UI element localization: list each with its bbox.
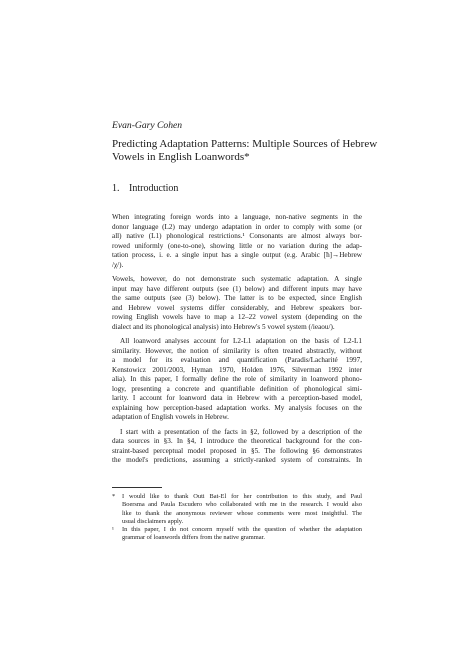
section-number: 1. xyxy=(112,183,120,194)
title-line: Vowels in English Loanwords* xyxy=(112,151,250,164)
text-line: rowing English vowels have to map a 12–22 vowel system (depending on the xyxy=(112,313,362,321)
footnote-line: Boersma and Paula Escudero who collaborated with me in the research. I would also xyxy=(122,501,362,509)
text-line: input may have different outputs (see (1) below) and different inputs may have xyxy=(112,284,362,293)
footnote-mark: * xyxy=(112,493,116,500)
text-line: alia). In this paper, I formally define the role of similarity in loanword phono- xyxy=(112,375,362,383)
footnote-line: like to thank the anonymous reviewer whose comments were most insightful. The xyxy=(122,509,362,517)
text-line: larity. I account for loanword data in Hebrew with a perception-based model, xyxy=(112,394,362,402)
text-line: the same outputs (see (3) below). The latter is to be expected, since English xyxy=(112,294,362,302)
paper-title xyxy=(112,138,412,164)
footnote-line: I would like to thank Outi Bat-El for her contribution to this study, and Paul xyxy=(122,493,362,500)
text-line: donor language (L2) may undergo adaptation in order to comply with some (or xyxy=(112,222,362,231)
footnote xyxy=(112,493,362,526)
text-line: dialect and its phonological analysis) into Hebrew's 5 vowel system (/ieaou/). xyxy=(112,322,335,331)
body-text xyxy=(112,213,362,466)
paragraph xyxy=(112,428,362,466)
title-line: Predicting Adaptation Patterns: Multiple Sources of Hebrew xyxy=(112,138,378,150)
text-line: straint-based perceptual model proposed in §5. The following §6 demonstrates xyxy=(112,446,362,455)
text-line: I start with a presentation of the facts in §2, followed by a description of the xyxy=(120,427,362,436)
footnote-line: In this paper, I do not concern myself with the question of whether the adaptation xyxy=(122,526,362,534)
text-line: explaining how perception-based adaptation works. My analysis focuses on the xyxy=(112,403,362,412)
section-heading xyxy=(112,183,178,195)
footnote-divider xyxy=(112,487,162,488)
text-line: Vowels, however, do not demonstrate such systematic adaptation. A single xyxy=(112,275,362,283)
text-line: the model's predictions, assuming a strictly-ranked system of constraints. In xyxy=(112,456,362,464)
text-line: All loanword analyses account for L2-L1 adaptation on the basis of L2-L1 xyxy=(120,337,362,345)
footnote-mark: ¹ xyxy=(112,526,114,534)
paragraph xyxy=(112,275,362,332)
text-line: rowed uniformly (one-to-one), showing little or no variation during the adap- xyxy=(112,241,362,250)
text-line: and Hebrew vowel systems differ considerably, and Hebrew speakers bor- xyxy=(112,303,362,312)
footnote-line: grammar of loanwords differs from the native grammar. xyxy=(122,534,265,542)
footnote-line: usual disclaimers apply. xyxy=(122,517,184,525)
paragraph xyxy=(112,337,362,423)
section-title: Introduction xyxy=(129,183,179,194)
text-line: similarity. However, the notion of similarity is often treated abstractly, without xyxy=(112,346,362,355)
text-line: logy, presenting a concrete and quantifiable definition of phonological simi- xyxy=(112,384,362,393)
text-line: Kenstowicz 2001/2003, Hyman 1970, Holden 1976, Silverman 1992 inter xyxy=(112,365,362,374)
text-line: When integrating foreign words into a language, non-native segments in the xyxy=(112,213,362,221)
paragraph xyxy=(112,213,362,270)
text-line: /χ/). xyxy=(112,260,124,269)
footnotes xyxy=(112,493,362,543)
footnote xyxy=(112,526,362,543)
author-name: Evan-Gary Cohen xyxy=(112,120,183,131)
text-line: tation process, i. e. a single input has a single output (e.g. Arabic [ħ]→Hebrew xyxy=(112,251,362,259)
text-line: all) native (L1) phonological restrictions.¹ Consonants are almost always bor- xyxy=(112,232,362,240)
text-line: a model for its evaluation and quantification (Paradis/Lacharité 1997, xyxy=(112,356,362,364)
text-line: data sources in §3. In §4, I introduce the theoretical background for the con- xyxy=(112,437,362,445)
text-line: adaptation of English vowels in Hebrew. xyxy=(112,413,229,421)
